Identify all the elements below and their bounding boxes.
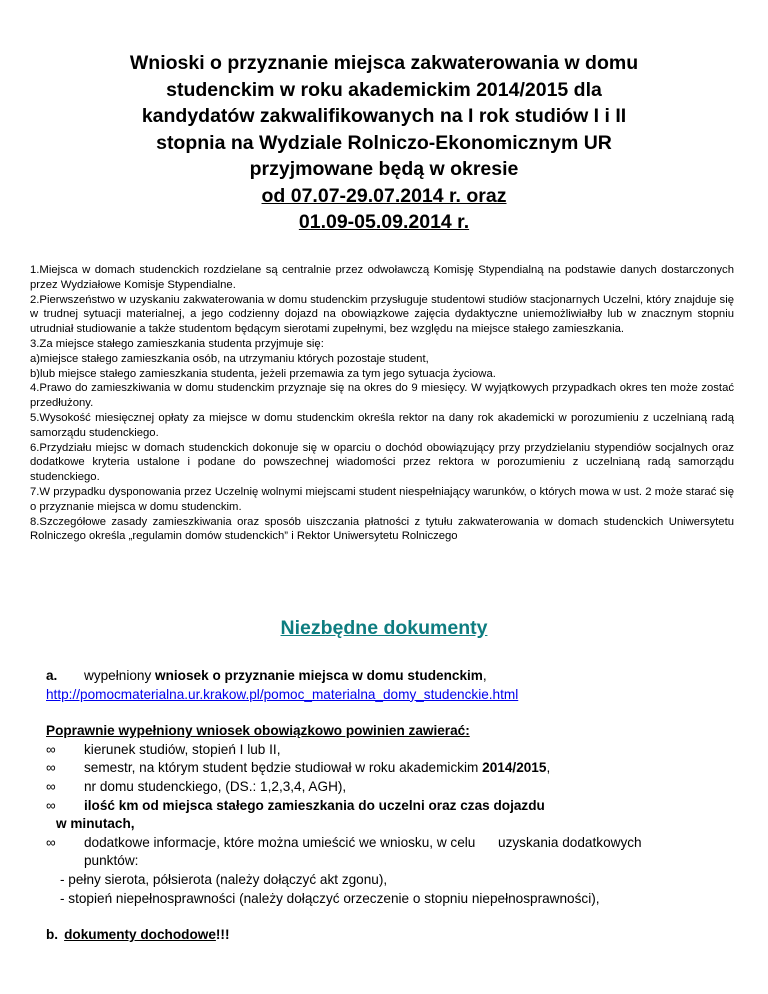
sub-requirement: - pełny sierota, półsierota (należy dołączyć akt zgonu), [60, 871, 388, 887]
requirement-text: nr domu studenckiego, (DS.: 1,2,3,4, AGH), [84, 778, 347, 794]
item-a-label: a. [46, 668, 58, 683]
requirement-text-continued: punktów: [84, 853, 139, 869]
rule-item: 2.Pierwszeństwo w uzyskaniu zakwaterowania w domu studenckim przysługuje studentowi studiów stacjonarnych Uczelni, który znajduje się w trudnej sytuacji materialnej, a jego codzienny dojazd na obowiązkowe zajęcia dydaktyczne uniemożliwiałby lub w znacznym stopniu utrudniał studiowanie a także studentom będącym sierotami zupełnymi, bez względu na miejsce stałego zamieszkania. [30, 293, 734, 336]
rule-item: 1.Miejsca w domach studenckich rozdzielane są centralnie przez odwoławczą Komisję Stypendialną na podstawie danych dostarczonych przez Wydziałowe Komisje Stypendialne. [30, 264, 734, 291]
item-a [46, 667, 746, 686]
rule-item: 3.Za miejsce stałego zamieszkania studenta przyjmuje się: [30, 337, 324, 350]
requirement-text-end: , [546, 760, 551, 776]
item-a-text: wypełniony [84, 668, 156, 683]
title-line: Wnioski o przyznanie miejsca zakwaterowania w domu [129, 52, 639, 74]
rule-item: b)lub miejsce stałego zamieszkania studenta, jeżeli przemawia za tym jego sytuacja życiowa. [30, 367, 496, 380]
requirement-text: ilość km od miejsca stałego zamieszkania do uczelni oraz czas dojazdu [84, 797, 545, 813]
item-b-label: b. [46, 927, 59, 943]
required-documents-heading: Niezbędne dokumenty [280, 617, 488, 639]
academic-year: 2014/2015 [482, 760, 547, 776]
requirement-text: kierunek studiów, stopień I lub II, [84, 741, 281, 757]
infinity-bullet-icon: ∞ [46, 834, 56, 850]
rule-item: a)miejsce stałego zamieszkania osób, na utrzymaniu których pozostaje student, [30, 352, 429, 365]
rule-item: 7.W przypadku dysponowania przez Uczelnię wolnymi miejscami student niespełniający warunków, o których mowa w ust. 2 może starać się o przyznanie miejsca w domu studenckim. [30, 485, 734, 513]
requirement-text: semestr, na którym student będzie studiował w roku akademickim [84, 760, 483, 776]
item-a-bold: wniosek o przyznanie miejsca w domu studenckim [155, 668, 483, 683]
item-b [46, 926, 746, 945]
item-a-comma: , [482, 668, 487, 683]
requirement-text: dodatkowe informacje, które można umieścić we wniosku, w celu uzyskania dodatkowych [84, 834, 642, 850]
requirement-item [46, 759, 746, 778]
requirement-item [46, 778, 746, 797]
infinity-bullet-icon: ∞ [46, 760, 56, 776]
title-date-range-2: 01.09-05.09.2014 r. [298, 211, 470, 233]
requirement-item [46, 797, 746, 816]
rule-item: 5.Wysokość miesięcznej opłaty za miejsce w domu studenckim określa rektor na dany rok akademicki w porozumieniu z uczelnianą radą samorządu studenckiego. [30, 411, 734, 439]
requirement-item [46, 834, 746, 853]
requirement-text-continued: w minutach, [56, 816, 135, 832]
rule-item: 4.Prawo do zamieszkiwania w domu studenckim przyznaje się na okres do 9 miesięcy. W wyjątkowych przypadkach okres ten może zostać przedłużony. [30, 382, 734, 410]
item-b-suffix: !!! [215, 927, 230, 943]
item-b-text: dokumenty dochodowe [64, 927, 216, 943]
title-line: przyjmowane będą w okresie [249, 158, 519, 180]
requirements-heading: Poprawnie wypełniony wniosek obowiązkowo powinien zawierać: [46, 723, 470, 739]
infinity-bullet-icon: ∞ [46, 797, 56, 813]
sub-requirement: - stopień niepełnosprawności (należy dołączyć orzeczenie o stopniu niepełnosprawności), [60, 890, 600, 906]
infinity-bullet-icon: ∞ [46, 741, 56, 757]
title-date-range-1: od 07.07-29.07.2014 r. oraz [261, 184, 507, 207]
page-title [60, 50, 708, 236]
infinity-bullet-icon: ∞ [46, 778, 56, 794]
title-line: studenckim w roku akademickim 2014/2015 dla [166, 78, 602, 101]
rule-item: 8.Szczegółowe zasady zamieszkiwania oraz sposób uiszczania płatności z tytułu zakwaterowania w domach studenckich Uniwersytetu Rolniczego określa „regulamin domów studenckich” i Rektor Uniwersytetu Rolniczego [30, 515, 734, 543]
requirement-item [46, 741, 746, 760]
application-form-link[interactable]: http://pomocmaterialna.ur.krakow.pl/pomoc_materialna_domy_studenckie.html [46, 686, 519, 702]
title-line: stopnia na Wydziale Rolniczo-Ekonomicznym UR [156, 131, 612, 154]
rules-list [30, 263, 734, 544]
rule-item: 6.Przydziału miejsc w domach studenckich dokonuje się w oparciu o dochód obowiązujący przy przydzielaniu stypendiów socjalnych oraz dodatkowe kryteria ustalone i podane do powszechnej wiadomości przez rektora w porozumieniu z uczelnianą radą samorządu studenckiego. [30, 441, 734, 484]
required-documents-section [46, 667, 746, 945]
title-line: kandydatów zakwalifikowanych na I rok studiów I i II [141, 105, 627, 127]
